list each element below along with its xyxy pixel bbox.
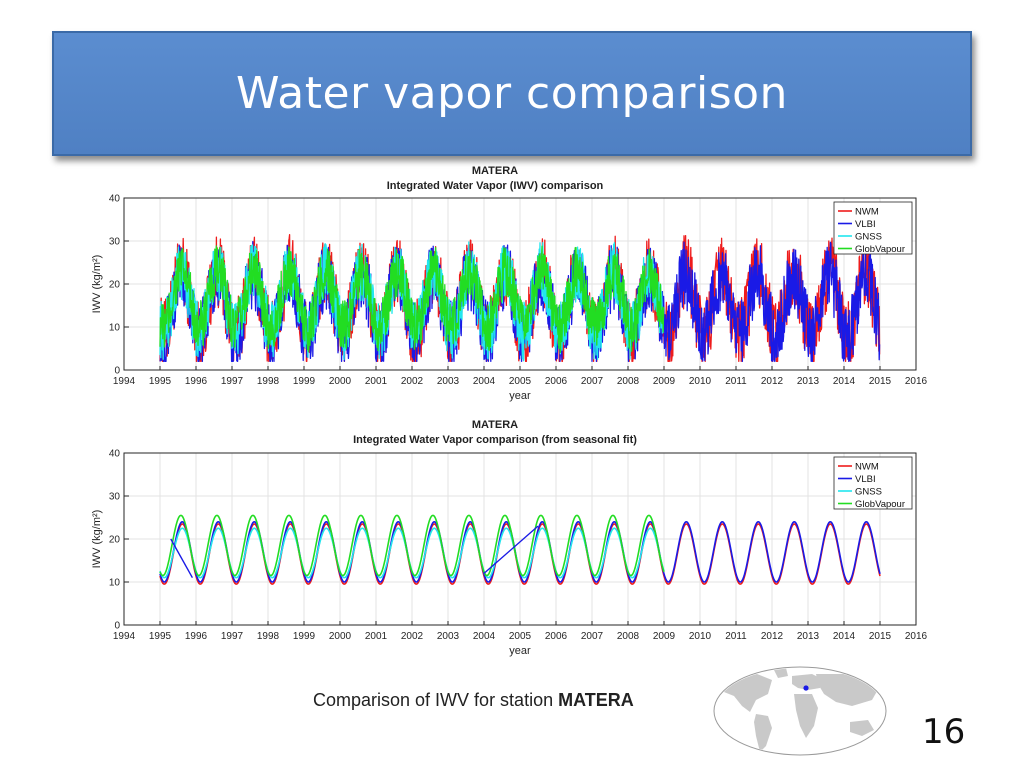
legend-label: NWM	[855, 206, 879, 218]
x-tick-label: 1998	[256, 376, 280, 387]
slide-title: Water vapor comparison	[236, 68, 788, 119]
station-marker	[803, 685, 808, 690]
x-tick-label: 2010	[688, 376, 712, 387]
chart-title: MATERA	[471, 419, 519, 431]
x-tick-label: 2000	[328, 631, 352, 642]
y-tick-label: 40	[108, 193, 120, 205]
y-tick-label: 40	[108, 448, 120, 460]
y-tick-label: 20	[108, 279, 120, 291]
y-tick-label: 10	[108, 322, 120, 334]
x-tick-label: 1997	[220, 376, 244, 387]
x-tick-label: 2014	[832, 631, 856, 642]
x-tick-label: 1994	[112, 376, 136, 387]
chart-subtitle: Integrated Water Vapor comparison (from seasonal fit)	[353, 434, 637, 446]
y-tick-label: 30	[108, 236, 120, 248]
x-tick-label: 2009	[652, 376, 676, 387]
legend-label: GlobVapour	[855, 244, 905, 255]
x-tick-label: 1996	[184, 631, 208, 642]
x-tick-label: 2002	[400, 631, 424, 642]
x-tick-label: 2009	[652, 631, 676, 642]
x-tick-label: 2012	[760, 631, 784, 642]
x-tick-label: 2008	[616, 376, 640, 387]
x-tick-label: 2013	[796, 376, 820, 387]
legend-label: GNSS	[855, 231, 882, 243]
chart-iwv-seasonal-fit	[91, 419, 928, 657]
x-tick-label: 2002	[400, 376, 424, 387]
x-tick-label: 2016	[904, 376, 928, 387]
slide-number: 16	[922, 712, 966, 752]
legend-label: VLBI	[855, 219, 876, 230]
x-tick-label: 1995	[148, 631, 172, 642]
y-tick-label: 0	[114, 620, 120, 632]
y-tick-label: 10	[108, 577, 120, 589]
legend-label: GlobVapour	[855, 499, 905, 510]
x-tick-label: 1997	[220, 631, 244, 642]
x-tick-label: 2012	[760, 376, 784, 387]
x-tick-label: 2005	[508, 376, 532, 387]
x-tick-label: 1996	[184, 376, 208, 387]
x-tick-label: 2006	[544, 376, 568, 387]
x-tick-label: 2011	[725, 376, 747, 387]
x-tick-label: 2001	[364, 376, 388, 387]
x-tick-label: 2015	[868, 376, 892, 387]
caption	[313, 690, 634, 711]
x-tick-label: 2011	[725, 631, 747, 642]
x-tick-label: 2015	[868, 631, 892, 642]
y-axis-label: IWV (kg/m²)	[91, 254, 103, 314]
x-axis-label: year	[509, 645, 531, 657]
x-tick-label: 2013	[796, 631, 820, 642]
legend-label: VLBI	[855, 474, 876, 485]
x-tick-label: 1999	[292, 376, 316, 387]
legend-label: GNSS	[855, 486, 882, 498]
y-axis-label: IWV (kg/m²)	[91, 509, 103, 569]
x-tick-label: 2008	[616, 631, 640, 642]
x-tick-label: 2004	[472, 376, 496, 387]
x-tick-label: 1998	[256, 631, 280, 642]
y-tick-label: 20	[108, 534, 120, 546]
legend	[834, 202, 912, 255]
x-tick-label: 2010	[688, 631, 712, 642]
x-tick-label: 2003	[436, 631, 460, 642]
x-tick-label: 1999	[292, 631, 316, 642]
x-tick-label: 2003	[436, 376, 460, 387]
x-tick-label: 2000	[328, 376, 352, 387]
legend-label: NWM	[855, 461, 879, 473]
chart-title: MATERA	[471, 165, 519, 177]
x-tick-label: 2001	[364, 631, 388, 642]
y-tick-label: 30	[108, 491, 120, 503]
caption-prefix: Comparison of IWV for station	[313, 690, 559, 710]
x-axis-label: year	[509, 390, 531, 402]
caption-station: MATERA	[558, 690, 634, 710]
x-tick-label: 1994	[112, 631, 136, 642]
x-tick-label: 2005	[508, 631, 532, 642]
x-tick-label: 1995	[148, 376, 172, 387]
legend	[834, 457, 912, 510]
x-tick-label: 2007	[580, 631, 604, 642]
chart-iwv-comparison	[91, 165, 928, 402]
x-tick-label: 2007	[580, 376, 604, 387]
x-tick-label: 2016	[904, 631, 928, 642]
y-tick-label: 0	[114, 365, 120, 377]
x-tick-label: 2004	[472, 631, 496, 642]
chart-subtitle: Integrated Water Vapor (IWV) comparison	[386, 180, 604, 192]
x-tick-label: 2006	[544, 631, 568, 642]
x-tick-label: 2014	[832, 376, 856, 387]
world-map-image	[712, 666, 892, 758]
